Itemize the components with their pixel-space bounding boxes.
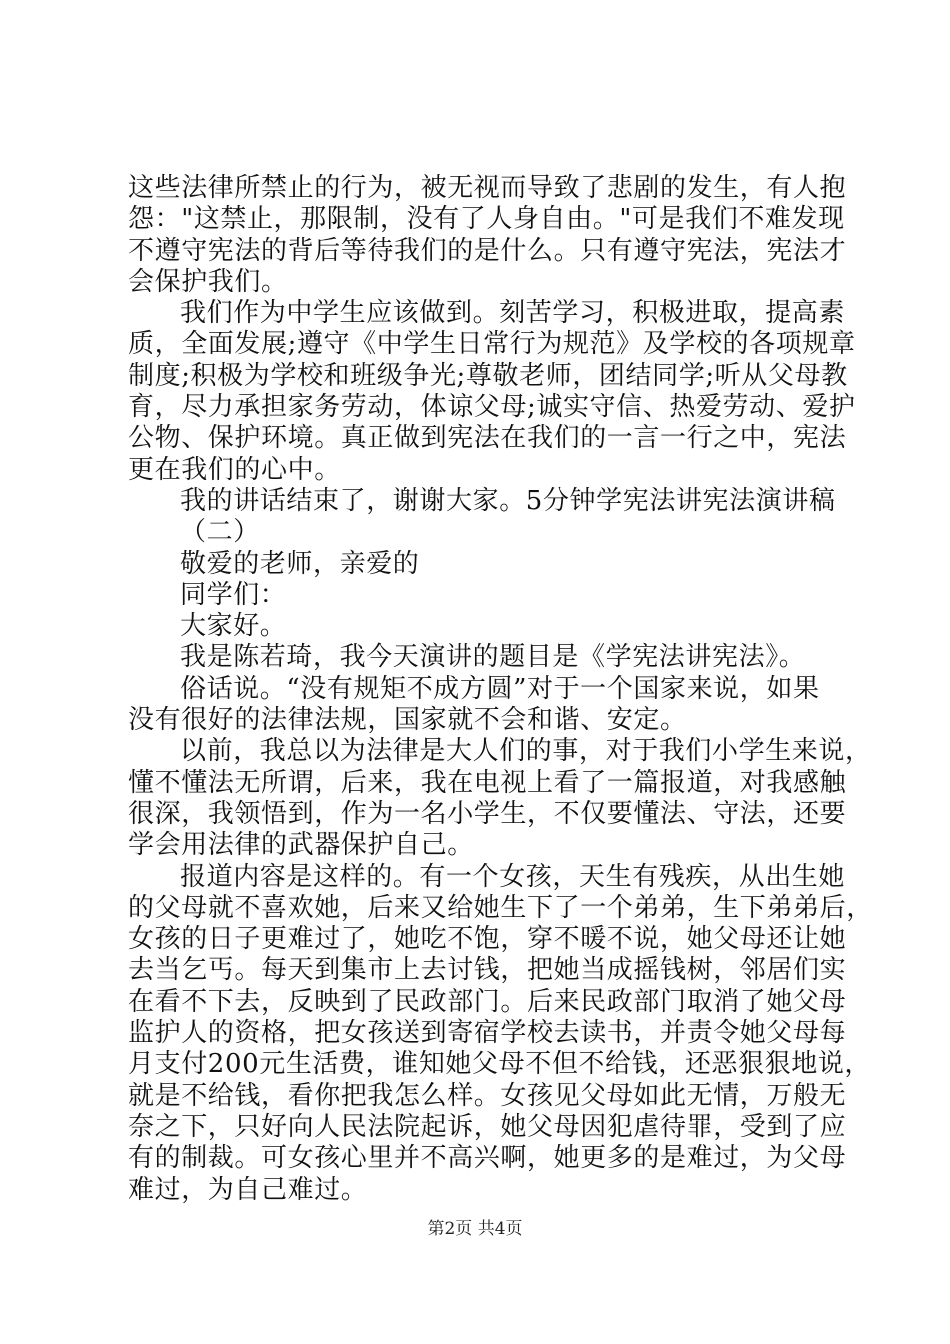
text-line: 这些法律所禁止的行为，被无视而导致了悲剧的发生，有人抱 (128, 173, 847, 203)
text-line: 去当乞丐。每天到集市上去讨钱，把她当成摇钱树，邻居们实 (128, 955, 847, 986)
text-line: 大家好。 (180, 611, 287, 642)
text-line: 以前，我总以为法律是大人们的事，对于我们小学生来说， (180, 736, 872, 767)
document-body (128, 173, 873, 1206)
text-line: 在看不下去，反映到了民政部门。后来民政部门取消了她父母 (128, 986, 847, 1017)
text-line: 我的讲话结束了，谢谢大家。5分钟学宪法讲宪法演讲稿 (180, 485, 836, 516)
text-line: 女孩的日子更难过了，她吃不饱，穿不暖不说，她父母还让她 (128, 924, 847, 955)
text-line: 同学们： (180, 579, 287, 610)
text-line: 有的制裁。可女孩心里并不高兴啊，她更多的是难过，为父母 (128, 1143, 847, 1174)
text-line: 懂不懂法无所谓，后来，我在电视上看了一篇报道，对我感触 (128, 767, 847, 798)
text-line: 没有很好的法律法规，国家就不会和谐、安定。 (128, 705, 687, 736)
text-line: 难过，为自己难过。 (128, 1174, 368, 1205)
text-line: 监护人的资格，把女孩送到寄宿学校去读书，并责令她父母每 (128, 1018, 847, 1049)
text-line: 制度;积极为学校和班级争光;尊敬老师，团结同学;听从父母教 (128, 360, 848, 391)
text-line: 育，尽力承担家务劳动，体谅父母;诚实守信、热爱劳动、爱护 (128, 392, 856, 423)
text-line: 奈之下，只好向人民法院起诉，她父母因犯虐待罪，受到了应 (128, 1111, 847, 1142)
text-line: 敬爱的老师，亲爱的 (180, 548, 420, 579)
text-line: 公物、保护环境。真正做到宪法在我们的一言一行之中，宪法 (128, 423, 847, 454)
text-line: （二） (180, 517, 260, 548)
text-line: 就是不给钱，看你把我怎么样。女孩见父母如此无情，万般无 (128, 1080, 847, 1111)
text-line: 怨："这禁止，那限制，没有了人身自由。"可是我们不难发现 (128, 204, 845, 235)
text-line: 俗话说。“没有规矩不成方圆”对于一个国家来说，如果 (180, 673, 820, 704)
text-line: 我们作为中学生应该做到。刻苦学习，积极进取，提高素 (180, 298, 846, 329)
text-line: 不遵守宪法的背后等待我们的是什么。只有遵守宪法，宪法才 (128, 235, 847, 266)
text-line: 月支付200元生活费，谁知她父母不但不给钱，还恶狠狠地说， (128, 1049, 872, 1080)
text-line: 更在我们的心中。 (128, 454, 341, 485)
text-line: 质，全面发展;遵守《中学生日常行为规范》及学校的各项规章 (128, 329, 856, 360)
page-footer: 第2页 共4页 (427, 1219, 523, 1239)
text-line: 报道内容是这样的。有一个女孩，天生有残疾，从出生她 (180, 861, 846, 892)
text-line: 很深，我领悟到，作为一名小学生，不仅要懂法、守法，还要 (128, 798, 847, 829)
text-line: 的父母就不喜欢她，后来又给她生下了一个弟弟，生下弟弟后， (128, 892, 873, 923)
text-line: 学会用法律的武器保护自己。 (128, 830, 474, 861)
text-line: 我是陈若琦，我今天演讲的题目是《学宪法讲宪法》。 (180, 642, 806, 673)
text-line: 会保护我们。 (128, 266, 288, 297)
